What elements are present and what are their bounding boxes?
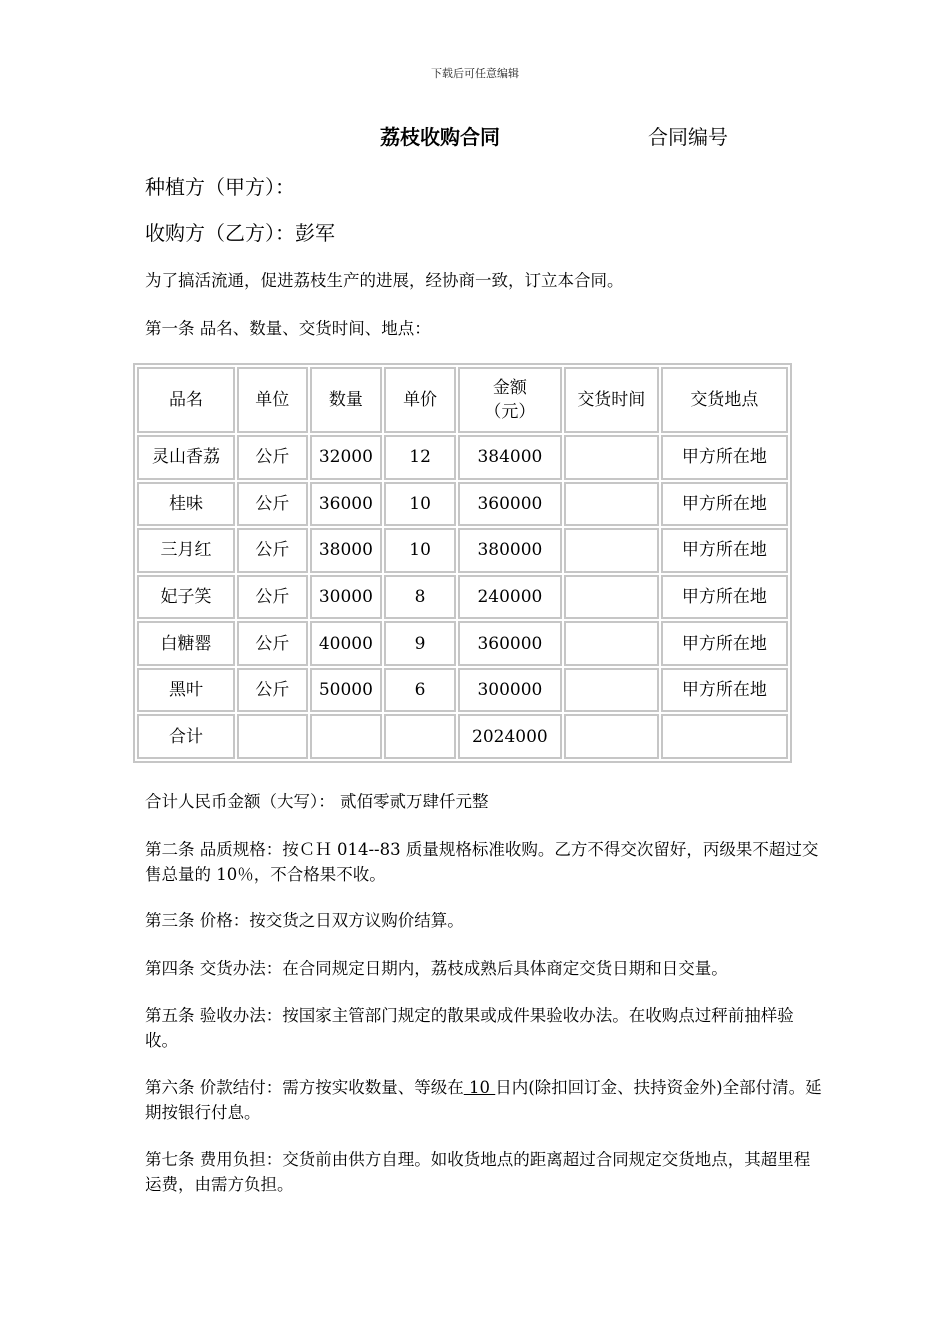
table-row [137,435,788,480]
cell-delivery-place: 甲方所在地 [661,575,788,620]
table-header-row [137,367,788,433]
document-title: 荔枝收购合同 [380,125,500,149]
article-1-heading: 第一条 品名、数量、交货时间、地点： [145,319,431,338]
header-cell-price: 单价 [384,367,456,433]
payment-days: 10 [463,1078,496,1097]
total-cell-price [384,714,456,759]
header-amount-line2: （元） [484,402,536,422]
cell-delivery-time [564,482,659,527]
total-amount-cell: 2024000 [458,714,562,759]
cell-amount: 360000 [458,621,562,666]
cell-delivery-time [564,621,659,666]
article-4-delivery: 第四条 交货办法：在合同规定日期内，荔枝成熟后具体商定交货日期和日交量。 [145,959,728,978]
cell-delivery-time [564,575,659,620]
cell-price: 10 [384,528,456,573]
cell-delivery-place: 甲方所在地 [661,621,788,666]
goods-table-frame [133,363,792,763]
cell-price: 8 [384,575,456,620]
cell-name: 灵山香荔 [137,435,235,480]
party-a-line: 种植方（甲方）： [145,175,295,199]
header-cell-delivery-place: 交货地点 [661,367,788,433]
cell-quantity: 30000 [310,575,383,620]
header-note: 下载后可任意编辑 [431,67,519,80]
cell-unit: 公斤 [237,668,308,713]
cell-amount: 380000 [458,528,562,573]
cell-unit: 公斤 [237,482,308,527]
header-amount-line1: 金额 [492,378,527,398]
cell-amount: 384000 [458,435,562,480]
table-total-row [137,714,788,759]
cell-amount: 300000 [458,668,562,713]
article-6-payment [145,1075,825,1125]
header-cell-name: 品名 [137,367,235,433]
article-2-quality: 第二条 品质规格：按ＣＨ 014--83 质量规格标准收购。乙方不得交次留好，丙级果不超过交售总量的 10％，不合格果不收。 [145,840,819,884]
cell-delivery-place: 甲方所在地 [661,528,788,573]
cell-name: 黑叶 [137,668,235,713]
cell-price: 9 [384,621,456,666]
cell-quantity: 32000 [310,435,383,480]
cell-quantity: 40000 [310,621,383,666]
cell-quantity: 38000 [310,528,383,573]
total-cell-delivery-time [564,714,659,759]
cell-delivery-time [564,668,659,713]
cell-unit: 公斤 [237,621,308,666]
total-label-cell: 合计 [137,714,235,759]
cell-unit: 公斤 [237,528,308,573]
cell-delivery-time [564,528,659,573]
cell-unit: 公斤 [237,435,308,480]
cell-quantity: 36000 [310,482,383,527]
table-row [137,482,788,527]
header-cell-unit: 单位 [237,367,308,433]
cell-amount: 240000 [458,575,562,620]
cell-price: 10 [384,482,456,527]
cell-name: 桂味 [137,482,235,527]
total-cell-unit [237,714,308,759]
cell-name: 妃子笑 [137,575,235,620]
article-5-inspection: 第五条 验收办法：按国家主管部门规定的散果或成件果验收办法。在收购点过秤前抽样验收。 [145,1006,794,1050]
intro-paragraph: 为了搞活流通，促进荔枝生产的进展，经协商一致，订立本合同。 [145,271,624,290]
table-row [137,575,788,620]
table-row [137,621,788,666]
table-row [137,528,788,573]
cell-price: 12 [384,435,456,480]
cell-unit: 公斤 [237,575,308,620]
cell-amount: 360000 [458,482,562,527]
header-cell-amount [458,367,562,433]
total-in-words: 合计人民币金额（大写）： 贰佰零贰万肆仟元整 [145,792,489,811]
cell-name: 三月红 [137,528,235,573]
article-6-text-before: 第六条 价款结付：需方按实收数量、等级在 [145,1078,464,1097]
header-cell-quantity: 数量 [310,367,383,433]
total-cell-quantity [310,714,383,759]
cell-price: 6 [384,668,456,713]
title-row [0,122,950,152]
cell-quantity: 50000 [310,668,383,713]
table-row [137,668,788,713]
article-3-price: 第三条 价格：按交货之日双方议购价结算。 [145,911,464,930]
article-6-text-after: 日内(除扣回订金、扶持资金外)全部付清。延期按银行付息。 [145,1078,822,1122]
cell-delivery-place: 甲方所在地 [661,435,788,480]
cell-delivery-place: 甲方所在地 [661,482,788,527]
contract-number-label: 合同编号 [648,125,728,149]
goods-table [135,365,790,761]
total-cell-delivery-place [661,714,788,759]
party-b-line: 收购方（乙方）：彭军 [145,221,335,245]
cell-delivery-place: 甲方所在地 [661,668,788,713]
cell-delivery-time [564,435,659,480]
article-7-costs: 第七条 费用负担：交货前由供方自理。如收货地点的距离超过合同规定交货地点，其超里程运费，由需方负担。 [145,1150,811,1194]
header-cell-delivery-time: 交货时间 [564,367,659,433]
cell-name: 白糖罂 [137,621,235,666]
